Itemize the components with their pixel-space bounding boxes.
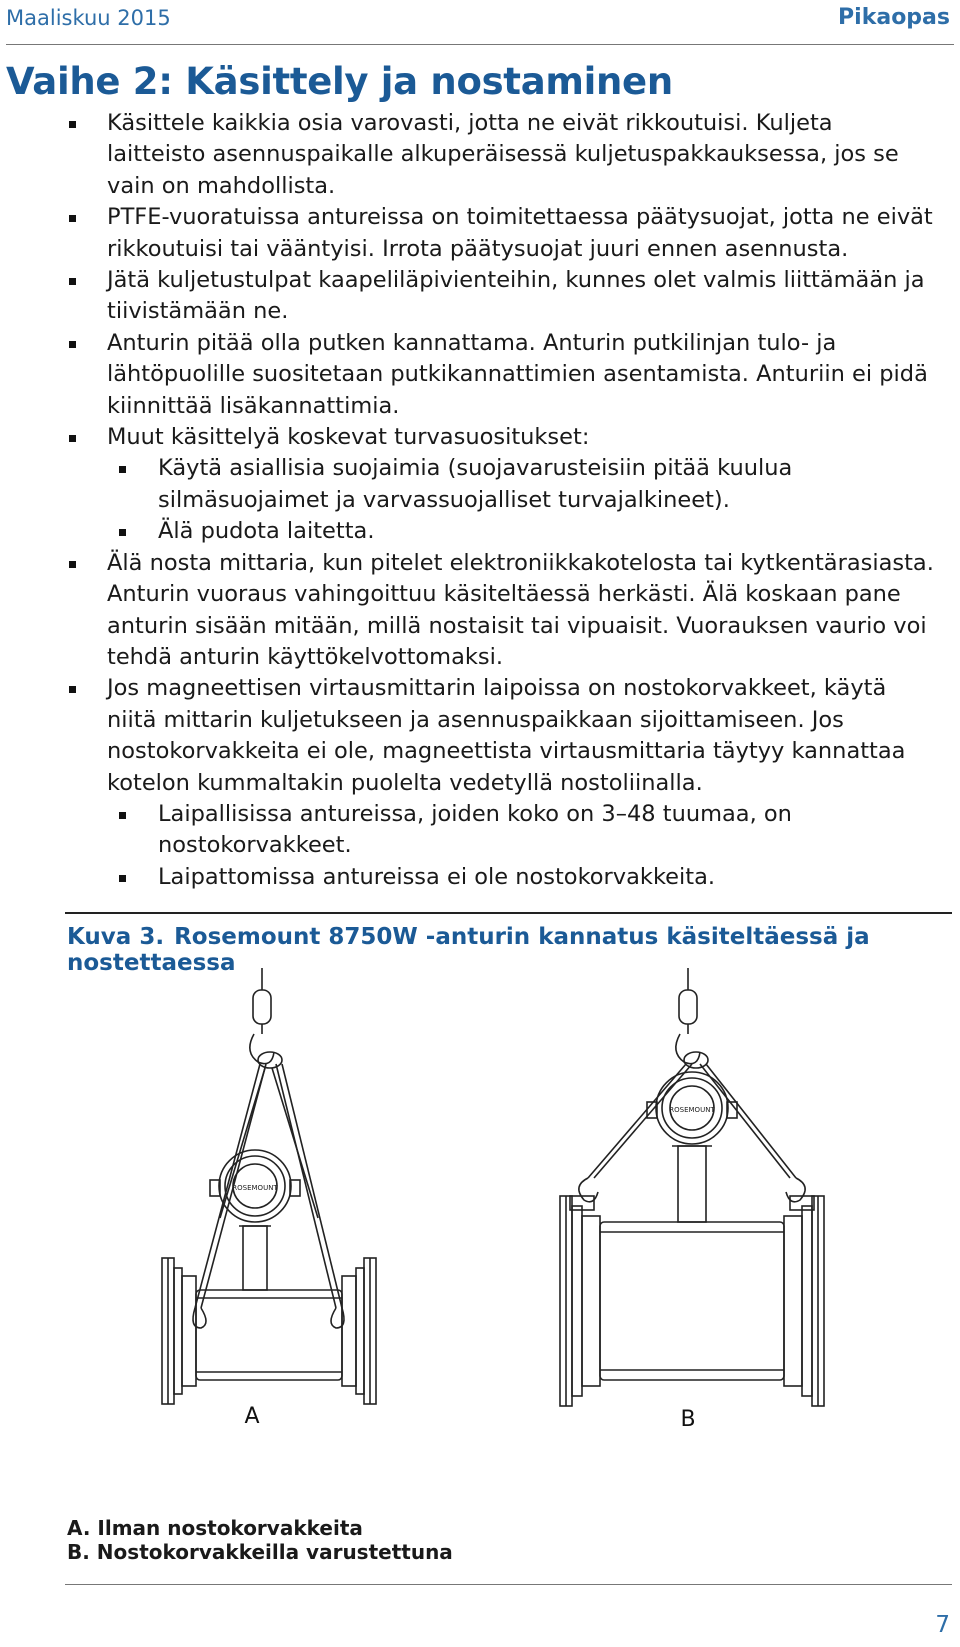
bullet-list: [0, 108, 960, 893]
figure-number: Kuva 3.: [67, 924, 165, 950]
meter-a-drawing: [162, 968, 376, 1404]
bullet-text: Anturin pitää olla putken kannattama. Anturin putkilinjan tulo- ja lähtöpuolille suositetaan putkikannattimien asentamista. Anturiin ei pidä kiinnittää lisäkannattimia.: [107, 329, 928, 419]
bullet-item: [0, 548, 960, 674]
meter-b-drawing: [560, 968, 824, 1406]
meter-a-brand: ROSEMOUNT: [232, 1184, 278, 1192]
figure-label-a: A: [244, 1404, 260, 1429]
bullet-text: Älä pudota laitetta.: [158, 518, 375, 545]
sub-bullet-item: [0, 516, 960, 547]
bullet-text: Älä nosta mittaria, kun pitelet elektroniikkakotelosta tai kytkentärasiasta. Anturin vuoraus vahingoittuu käsiteltäessä herkästi. Älä koskaan pane anturin sisään mitään, millä nostaisit tai vipuaisit. Vuorauksen vaurio voi tehdä anturin käyttökelvottomaksi.: [107, 549, 934, 670]
bullet-marker: [119, 466, 126, 473]
bullet-item: [0, 202, 960, 265]
bullet-marker: [69, 686, 76, 693]
figure-caption-text: Rosemount 8750W -anturin kannatus käsiteltäessä ja nostettaessa: [67, 924, 870, 976]
bullet-marker: [119, 812, 126, 819]
footer-divider: [65, 1584, 952, 1585]
legend-b: B. Nostokorvakkeilla varustettuna: [67, 1540, 453, 1564]
bullet-text: Laipattomissa antureissa ei ole nostokorvakkeita.: [158, 863, 716, 890]
bullet-text: Käytä asiallisia suojaimia (suojavarusteisiin pitää kuulua silmäsuojaimet ja varvassuojalliset turvajalkineet).: [158, 455, 793, 513]
bullet-item: [0, 673, 960, 799]
header-divider: [6, 44, 954, 45]
bullet-item: [0, 265, 960, 328]
bullet-marker: [69, 278, 76, 285]
sub-bullet-item: [0, 453, 960, 516]
sub-bullet-item: [0, 799, 960, 862]
bullet-text: Jätä kuljetustulpat kaapeliläpivienteihin, kunnes olet valmis liittämään ja tiivistämään ne.: [107, 267, 925, 325]
section-title: Vaihe 2: Käsittely ja nostaminen: [6, 60, 673, 103]
bullet-marker: [69, 341, 76, 348]
meter-b-brand: ROSEMOUNT: [669, 1106, 715, 1114]
bullet-text: Muut käsittelyä koskevat turvasuositukset:: [107, 424, 590, 451]
figure-top-rule: [65, 912, 952, 914]
figure-label-b: B: [680, 1407, 696, 1432]
bullet-text: Laipallisissa antureissa, joiden koko on 3–48 tuumaa, on nostokorvakkeet.: [158, 800, 792, 859]
bullet-item: [0, 108, 960, 202]
header-doc-type: Pikaopas: [838, 5, 950, 30]
bullet-marker: [69, 435, 76, 442]
bullet-text: Käsittele kaikkia osia varovasti, jotta ne eivät rikkoutuisi. Kuljeta laitteisto asennuspaikalle alkuperäisessä kuljetuspakkauksessa, jos se vain on mahdollista.: [107, 110, 899, 199]
bullet-text: Jos magneettisen virtausmittarin laipoissa on nostokorvakkeet, käytä niitä mittarin kuljetukseen ja asennuspaikkaan sijoittamiseen. Jos nostokorvakkeita ei ole, magneettista virtausmittaria täytyy kannattaa kotelon kummaltakin puolelta vedetyllä nostoliinalla.: [107, 675, 906, 796]
bullet-marker: [69, 561, 76, 568]
bullet-text: PTFE-vuoratuissa antureissa on toimitettaessa päätysuojat, jotta ne eivät rikkoutuisi tai vääntyisi. Irrota päätysuojat juuri ennen asennusta.: [107, 204, 933, 262]
bullet-marker: [69, 121, 76, 128]
page-number: 7: [935, 1612, 950, 1638]
figure-legend: [67, 1516, 453, 1564]
bullet-marker: [119, 529, 126, 536]
sub-bullet-item: [0, 862, 960, 893]
header-date: Maaliskuu 2015: [6, 6, 171, 30]
bullet-marker: [119, 875, 126, 882]
legend-a: A. Ilman nostokorvakkeita: [67, 1516, 363, 1540]
lifting-illustration: [60, 968, 940, 1508]
bullet-item: [0, 328, 960, 422]
bullet-item: [0, 422, 960, 453]
bullet-marker: [69, 215, 76, 222]
